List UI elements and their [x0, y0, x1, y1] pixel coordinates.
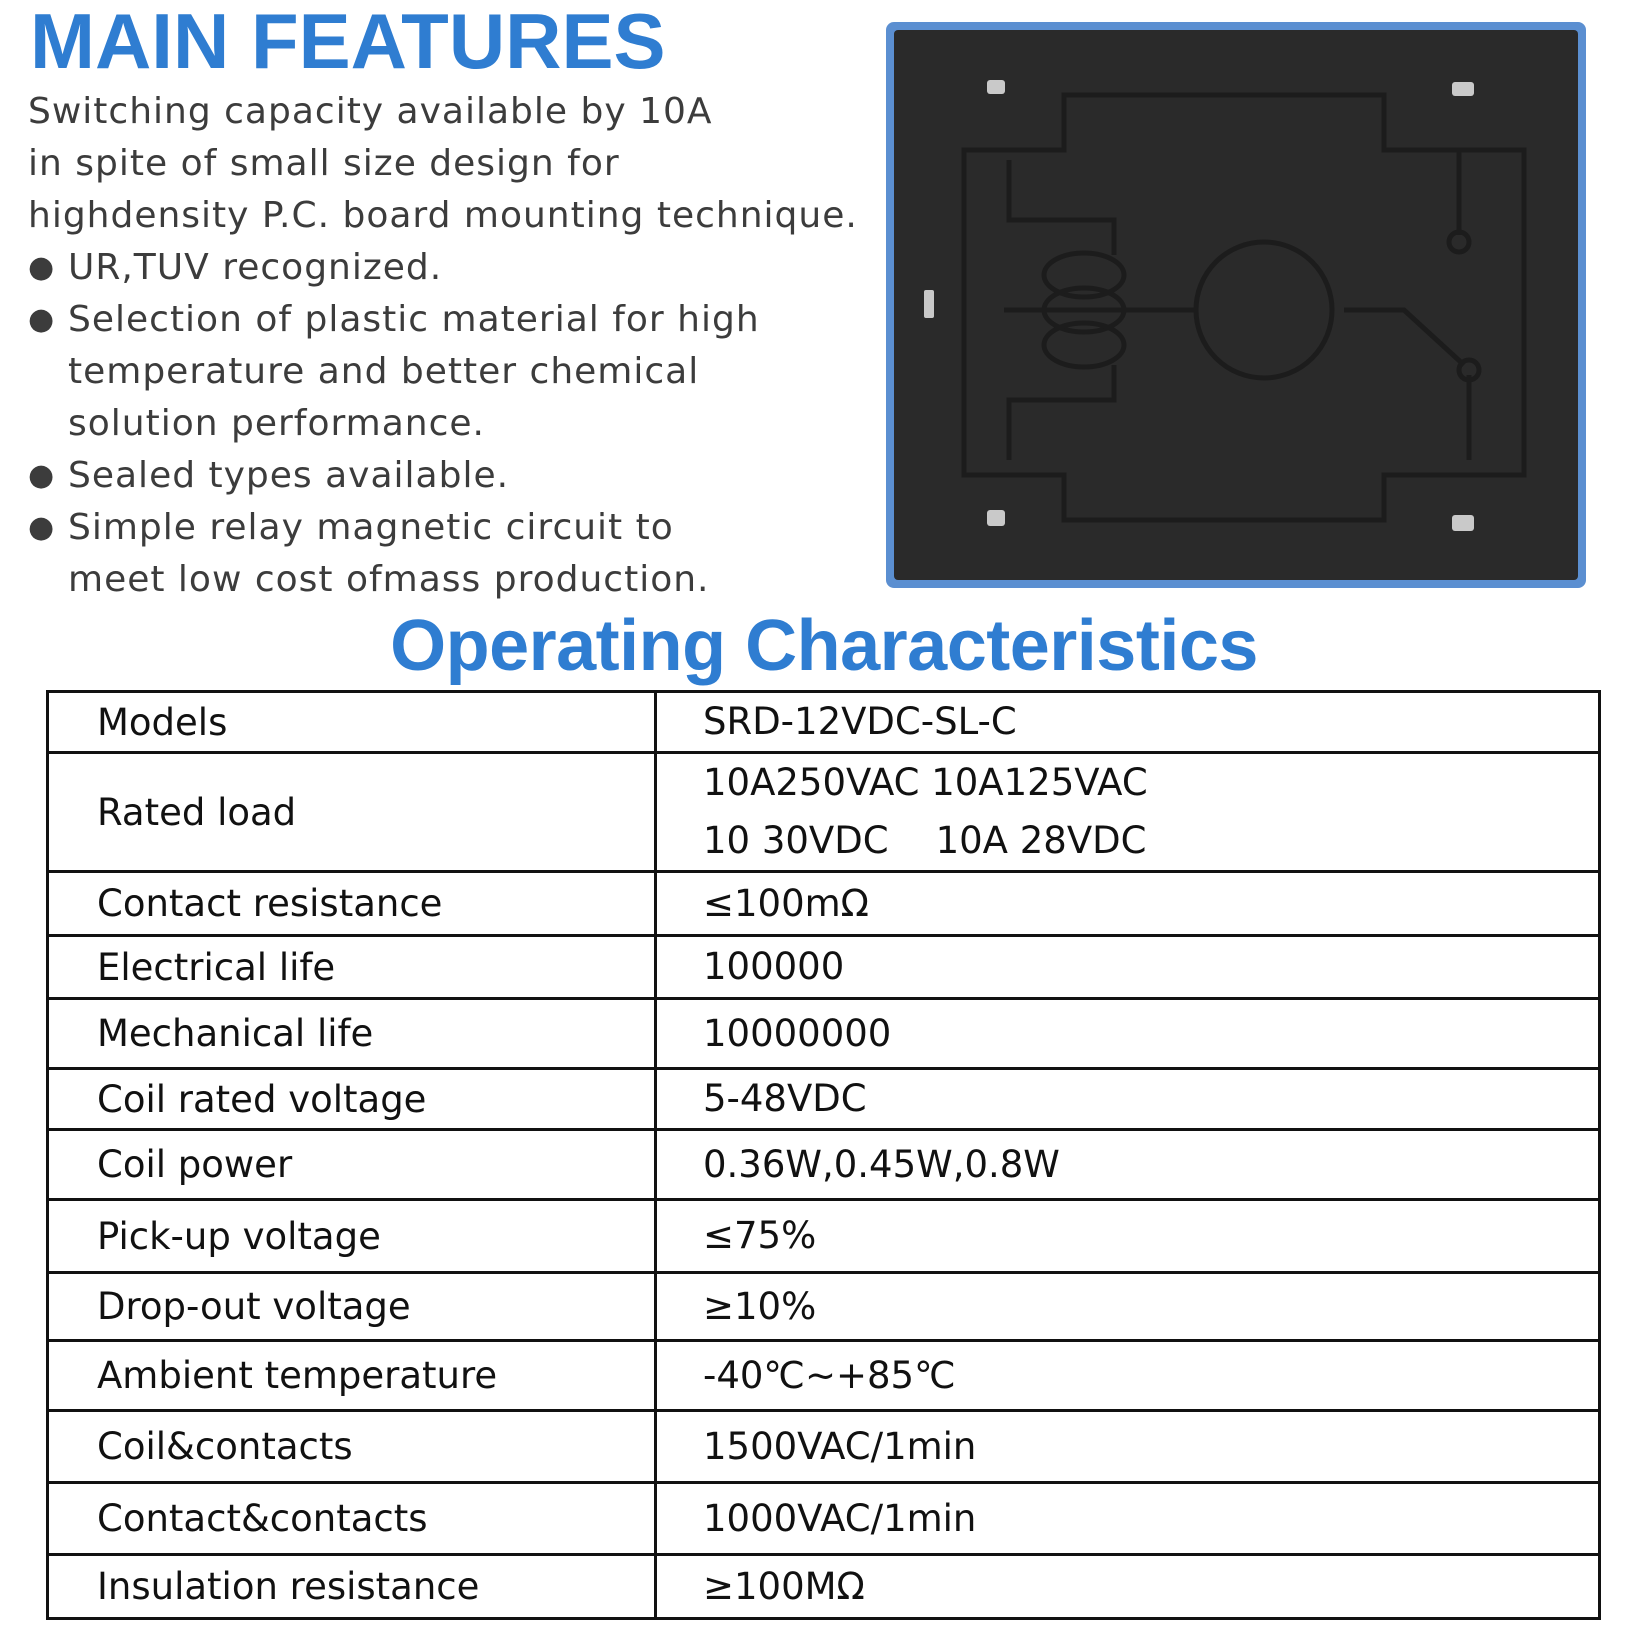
spec-value-line: SRD-12VDC-SL-C — [703, 700, 1017, 743]
relay-bottom-image — [884, 20, 1588, 590]
spec-label: Ambient temperature — [48, 1341, 656, 1411]
spec-value-line: 10000000 — [703, 1011, 892, 1055]
table-row — [48, 1555, 1600, 1619]
spec-label: Rated load — [48, 753, 656, 872]
bullet-icon: ● — [28, 458, 56, 493]
table-row — [48, 936, 1600, 999]
spec-label: Models — [48, 692, 656, 753]
spec-value — [656, 999, 1600, 1069]
spec-label: Contact&contacts — [48, 1483, 656, 1555]
spec-label: Drop-out voltage — [48, 1273, 656, 1341]
spec-value — [656, 1411, 1600, 1483]
spec-value-line: 5-48VDC — [703, 1077, 867, 1120]
table-row — [48, 753, 1600, 872]
spec-value — [656, 753, 1600, 872]
spec-value — [656, 1341, 1600, 1411]
spec-value — [656, 692, 1600, 753]
spec-label: Mechanical life — [48, 999, 656, 1069]
spec-label: Coil power — [48, 1130, 656, 1200]
bullet-icon: ● — [28, 250, 56, 285]
spec-label: Contact resistance — [48, 872, 656, 936]
spec-value-line: 0.36W,0.45W,0.8W — [703, 1142, 1060, 1186]
feature-text: Selection of plastic material for high temperature and better chemical solution performance. — [68, 299, 760, 444]
spec-label: Pick-up voltage — [48, 1200, 656, 1273]
spec-value — [656, 936, 1600, 999]
table-row — [48, 1200, 1600, 1273]
feature-text: UR,TUV recognized. — [68, 247, 443, 288]
table-row — [48, 1341, 1600, 1411]
operating-table — [46, 690, 1601, 1620]
spec-value-line: ≤75% — [703, 1214, 817, 1257]
spec-value-line: 100000 — [703, 945, 845, 988]
main-features-title: MAIN FEATURES — [30, 0, 666, 85]
table-row — [48, 1273, 1600, 1341]
feature-item — [28, 294, 868, 450]
spec-value-line: ≥10% — [703, 1284, 817, 1328]
spec-label: Insulation resistance — [48, 1555, 656, 1619]
spec-value-line: 1000VAC/1min — [703, 1496, 977, 1540]
spec-value-line: ≥100MΩ — [703, 1564, 865, 1608]
spec-value — [656, 1555, 1600, 1619]
spec-value — [656, 1200, 1600, 1273]
operating-title: Operating Characteristics — [390, 606, 1258, 686]
intro-line: in spite of small size design for — [28, 143, 620, 184]
spec-value-line: 10 30VDC 10A 28VDC — [703, 819, 1147, 862]
table-row — [48, 872, 1600, 936]
spec-value-line: 10A250VAC 10A125VAC — [703, 761, 1148, 804]
spec-value — [656, 872, 1600, 936]
spec-value — [656, 1069, 1600, 1130]
feature-item — [28, 502, 868, 606]
spec-label: Coil&contacts — [48, 1411, 656, 1483]
table-row — [48, 692, 1600, 753]
table-row — [48, 999, 1600, 1069]
feature-item — [28, 450, 868, 502]
spec-label: Electrical life — [48, 936, 656, 999]
bullet-icon: ● — [28, 510, 56, 545]
spec-value — [656, 1130, 1600, 1200]
spec-value-line: ≤100mΩ — [703, 881, 869, 925]
table-row — [48, 1411, 1600, 1483]
table-row — [48, 1069, 1600, 1130]
feature-text: Sealed types available. — [68, 455, 510, 496]
table-row — [48, 1130, 1600, 1200]
table-row — [48, 1483, 1600, 1555]
feature-item — [28, 242, 868, 294]
feature-text: Simple relay magnetic circuit to meet low cost ofmass production. — [68, 507, 710, 600]
intro-line: Switching capacity available by 10A — [28, 91, 713, 132]
bullet-icon: ● — [28, 302, 56, 337]
spec-value-line: 1500VAC/1min — [703, 1424, 977, 1468]
spec-value — [656, 1273, 1600, 1341]
intro-text — [28, 86, 868, 242]
relay-icon — [884, 20, 1588, 590]
intro-line: highdensity P.C. board mounting technique. — [28, 195, 858, 236]
spec-label: Coil rated voltage — [48, 1069, 656, 1130]
spec-value-line: -40℃~+85℃ — [703, 1353, 956, 1397]
feature-list — [28, 242, 868, 606]
spec-value — [656, 1483, 1600, 1555]
